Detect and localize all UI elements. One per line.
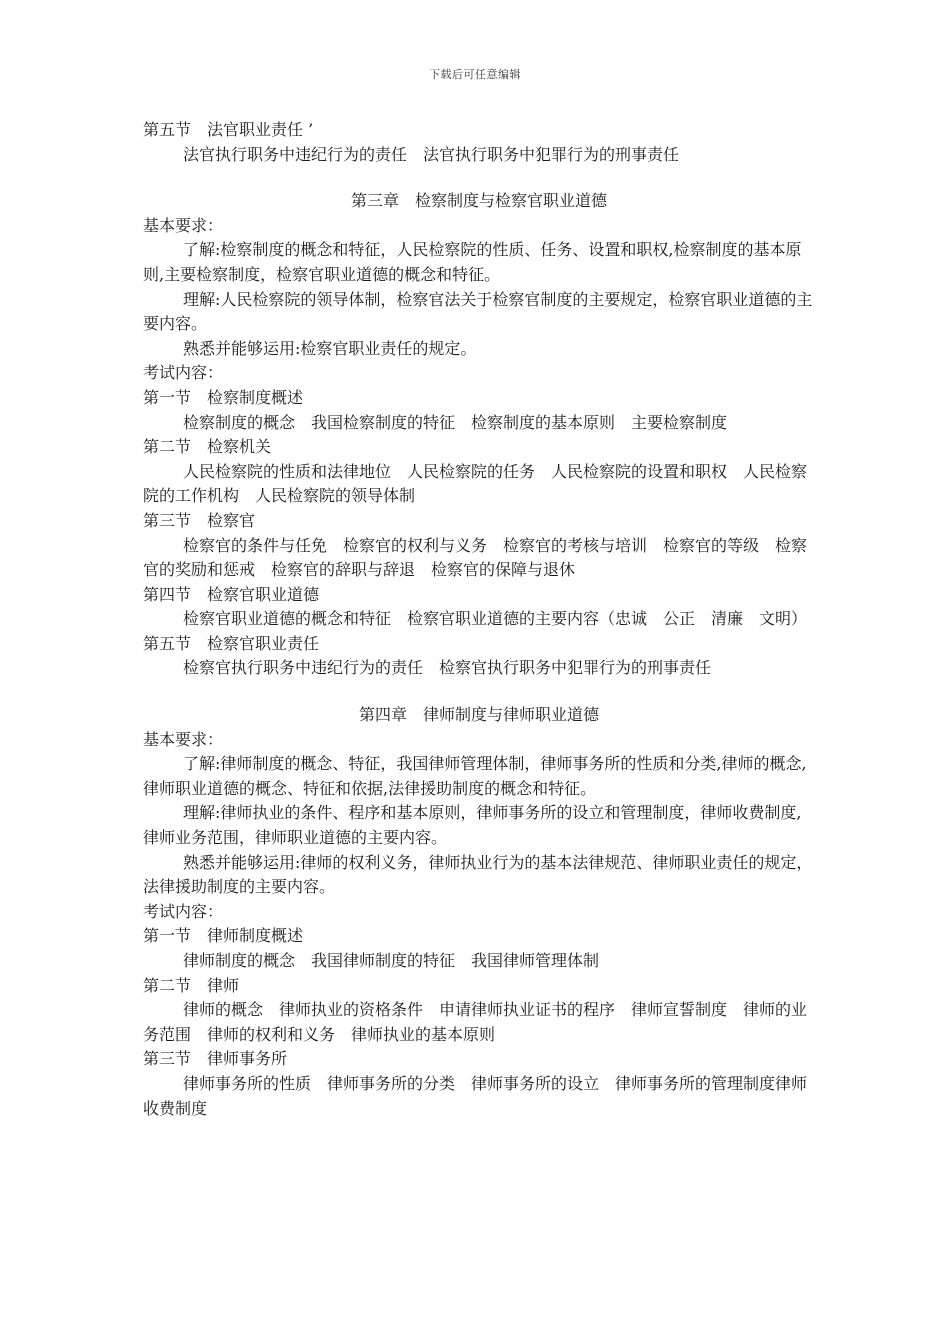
section-title: 第三节 检察官 [143,510,256,530]
section-title: 第三节 律师事务所 [143,1049,288,1069]
section-title: 第四节 检察官职业道德 [143,584,320,604]
requirement-paragraph: 熟悉并能够运用:律师的权利义务，律师执业行为的基本法律规范、律师职业责任的规定，法律援助制度的主要内容。 [143,852,813,897]
section-body: 检察官职业道德的概念和特征 检察官职业道德的主要内容（忠诚 公正 清廉 文明） [183,609,808,629]
content-label: 考试内容： [143,901,224,921]
requirement-paragraph: 熟悉并能够运用:检察官职业责任的规定。 [183,338,477,358]
requirement-paragraph: 理解:人民检察院的领导体制，检察官法关于检察官制度的主要规定，检察官职业道德的主要内容。 [143,289,813,334]
section-body: 法官执行职务中违纪行为的责任 法官执行职务中犯罪行为的刑事责任 [183,144,680,164]
section-body: 检察官的条件与任免 检察官的权利与义务 检察官的考核与培训 检察官的等级 检察官的奖励和惩戒 检察官的辞职与辞退 检察官的保障与退休 [143,535,808,580]
section-title: 第五节 检察官职业责任 [143,633,320,653]
requirement-paragraph: 理解:律师执业的条件、程序和基本原则，律师事务所的设立和管理制度，律师收费制度,律师业务范围，律师职业道德的主要内容。 [143,803,802,848]
section-title: 第五节 法官职业责任 ’ [143,120,314,139]
document-body [143,118,815,1121]
requirements-label: 基本要求： [143,215,224,235]
section-body: 检察官执行职务中违纪行为的责任 检察官执行职务中犯罪行为的刑事责任 [183,658,712,678]
content-label: 考试内容： [143,363,224,383]
section-body: 律师的概念 律师执业的资格条件 申请律师执业证书的程序 律师宣誓制度 律师的业务范围 律师的权利和义务 律师执业的基本原则 [143,1000,808,1044]
chapter-title: 第四章 律师制度与律师职业道德 [358,705,599,725]
section-body: 检察制度的概念 我国检察制度的特征 检察制度的基本原则 主要检察制度 [183,412,728,432]
section-title: 第二节 律师 [143,975,240,995]
section-body: 人民检察院的性质和法律地位 人民检察院的任务 人民检察院的设置和职权 人民检察院的工作机构 人民检察院的领导体制 [143,461,808,506]
requirement-paragraph: 了解:律师制度的概念、特征，我国律师管理体制，律师事务所的性质和分类,律师的概念,律师职业道德的概念、特征和依据,法律援助制度的概念和特征。 [143,754,807,798]
section-title: 第二节 检察机关 [143,437,272,457]
section-title: 第一节 检察制度概述 [143,387,304,407]
section-body: 律师事务所的性质 律师事务所的分类 律师事务所的设立 律师事务所的管理制度律师收费制度 [143,1073,808,1118]
requirements-label: 基本要求： [143,729,224,749]
requirement-paragraph: 了解:检察制度的概念和特征，人民检察院的性质、任务、设置和职权,检察制度的基本原则,主要检察制度，检察官职业道德的概念和特征。 [143,240,802,284]
chapter-title: 第三章 检察制度与检察官职业道德 [350,191,607,211]
section-title: 第一节 律师制度概述 [143,926,304,946]
page-header: 下载后可任意编辑 [429,68,521,81]
section-body: 律师制度的概念 我国律师制度的特征 我国律师管理体制 [183,951,600,970]
